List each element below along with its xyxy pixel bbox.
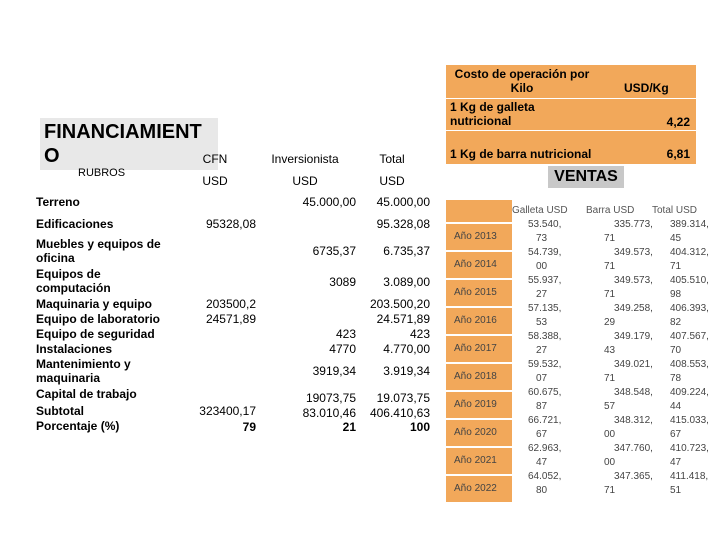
ventas-year-cell: Año 2019: [446, 392, 512, 418]
financing-cell-inv: 83.010,46: [302, 406, 356, 420]
ventas-cell-galleta: 53: [536, 317, 548, 328]
ventas-cell-barra: 348.312,: [614, 415, 653, 426]
financing-cell-inv: 19073,75: [305, 391, 356, 405]
ventas-cell-barra: 71: [604, 373, 616, 384]
ventas-cell-total: 406.393,: [670, 303, 709, 314]
ventas-title: VENTAS: [548, 166, 624, 188]
ventas-cell-barra: 349.573,: [614, 275, 653, 286]
financing-cell-inv: 3089: [329, 275, 356, 289]
col-inversionista-header: Inversionista: [271, 152, 339, 166]
ventas-cell-total: 78: [670, 373, 682, 384]
ventas-cell-total: 71: [670, 261, 682, 272]
ventas-cell-total: 44: [670, 401, 682, 412]
ventas-cell-galleta: 57.135,: [528, 303, 562, 314]
ventas-cell-barra: 347.760,: [614, 443, 653, 454]
ventas-cell-barra: 335.773,: [614, 219, 653, 230]
financing-cell-total: 4.770,00: [383, 342, 430, 356]
financing-cell-total: 45.000,00: [376, 195, 430, 209]
ventas-cell-galleta: 66.721,: [528, 415, 562, 426]
financing-row-label: Capital de trabajo: [36, 387, 137, 401]
financing-cell-inv: 4770: [329, 342, 356, 356]
ventas-cell-barra: 349.021,: [614, 359, 653, 370]
financing-row-label: Muebles y equipos de oficina: [36, 237, 161, 265]
ventas-cell-galleta: 67: [536, 429, 548, 440]
financing-row-label: Porcentaje (%): [36, 419, 120, 433]
ventas-cell-galleta: 60.675,: [528, 387, 562, 398]
cost-row-label: 1 Kg de barra nutricional: [450, 147, 592, 161]
ventas-cell-total: 408.553,: [670, 359, 709, 370]
financing-cell-cfn: 95328,08: [205, 217, 256, 231]
financing-row-label: Subtotal: [36, 404, 84, 418]
ventas-cell-total: 98: [670, 289, 682, 300]
cost-header-row: [446, 65, 696, 98]
col-cfn-header: CFN: [202, 152, 228, 166]
ventas-cell-total: 409.224,: [670, 387, 709, 398]
ventas-cell-barra: 349.573,: [614, 247, 653, 258]
cost-row-value: 4,22: [666, 115, 690, 129]
financing-cell-total: 24.571,89: [376, 312, 430, 326]
financing-cell-total: 203.500,20: [369, 297, 430, 311]
ventas-cell-barra: 71: [604, 289, 616, 300]
ventas-cell-galleta: 73: [536, 233, 548, 244]
ventas-year-cell: Año 2017: [446, 336, 512, 362]
cost-header-unit: USD/Kg: [624, 81, 669, 95]
financing-cell-cfn: 203500,2: [205, 297, 256, 311]
ventas-cell-barra: 71: [604, 261, 616, 272]
ventas-cell-barra: 57: [604, 401, 616, 412]
ventas-cell-galleta: 80: [536, 485, 548, 496]
cost-row-value: 6,81: [666, 147, 690, 161]
ventas-cell-barra: 349.179,: [614, 331, 653, 342]
ventas-year-cell: Año 2013: [446, 224, 512, 250]
ventas-cell-galleta: 58.388,: [528, 331, 562, 342]
ventas-cell-galleta: 27: [536, 289, 548, 300]
ventas-cell-barra: 71: [604, 233, 616, 244]
financing-cell-total: 423: [409, 327, 430, 341]
ventas-year-cell: Año 2015: [446, 280, 512, 306]
financing-cell-inv: 6735,37: [312, 244, 356, 258]
ventas-cell-galleta: 27: [536, 345, 548, 356]
financing-row-label: Edificaciones: [36, 217, 114, 231]
ventas-cell-barra: 347.365,: [614, 471, 653, 482]
ventas-cell-total: 415.033,: [670, 415, 709, 426]
col-cfn-unit: USD: [202, 174, 228, 188]
ventas-col-barra: Barra USD: [586, 205, 635, 216]
cost-header-label: Costo de operación por Kilo: [454, 67, 590, 95]
ventas-cell-total: 70: [670, 345, 682, 356]
financing-row-label: Equipo de laboratorio: [36, 312, 161, 326]
ventas-cell-barra: 348.548,: [614, 387, 653, 398]
financing-cell-cfn: 24571,89: [205, 312, 256, 326]
financing-cell-total: 100: [409, 420, 430, 434]
ventas-year-cell: Año 2020: [446, 420, 512, 446]
financing-cell-cfn: 323400,17: [199, 404, 256, 418]
ventas-cell-barra: 349.258,: [614, 303, 653, 314]
ventas-cell-total: 389.314,: [670, 219, 709, 230]
ventas-cell-total: 67: [670, 429, 682, 440]
financing-row-label: Equipo de seguridad: [36, 327, 155, 341]
ventas-year-cell: Año 2021: [446, 448, 512, 474]
ventas-cell-galleta: 62.963,: [528, 443, 562, 454]
financing-title: FINANCIAMIENTO: [40, 118, 218, 170]
rubros-label: RUBROS: [78, 167, 126, 179]
ventas-cell-galleta: 53.540,: [528, 219, 562, 230]
financing-cell-total: 406.410,63: [369, 406, 430, 420]
cost-row-label: 1 Kg de galleta nutricional: [450, 100, 535, 128]
ventas-cell-barra: 71: [604, 485, 616, 496]
ventas-cell-total: 407.567,: [670, 331, 709, 342]
col-total-unit: USD: [379, 174, 405, 188]
ventas-cell-galleta: 54.739,: [528, 247, 562, 258]
financing-cell-total: 3.919,34: [383, 364, 430, 378]
financing-cell-inv: 423: [335, 327, 356, 341]
financing-cell-cfn: 79: [242, 420, 256, 434]
ventas-year-cell: Año 2014: [446, 252, 512, 278]
financing-cell-total: 3.089,00: [383, 275, 430, 289]
ventas-cell-barra: 43: [604, 345, 616, 356]
ventas-cell-total: 404.312,: [670, 247, 709, 258]
ventas-cell-total: 45: [670, 233, 682, 244]
ventas-year-cell: Año 2018: [446, 364, 512, 390]
ventas-col-galleta: Galleta USD: [512, 205, 568, 216]
ventas-cell-galleta: 00: [536, 261, 548, 272]
ventas-year-cell: Año 2022: [446, 476, 512, 502]
ventas-cell-galleta: 59.532,: [528, 359, 562, 370]
col-inversionista-unit: USD: [292, 174, 318, 188]
financing-row-label: Equipos de computación: [36, 267, 111, 295]
ventas-cell-barra: 00: [604, 457, 616, 468]
ventas-col-total: Total USD: [652, 205, 698, 216]
ventas-cell-total: 405.510,: [670, 275, 709, 286]
ventas-year-cell: Año 2016: [446, 308, 512, 334]
ventas-cell-galleta: 64.052,: [528, 471, 562, 482]
ventas-cell-galleta: 47: [536, 457, 548, 468]
cost-row-barra: [446, 131, 696, 164]
ventas-cell-total: 82: [670, 317, 682, 328]
ventas-cell-total: 411.418,: [670, 471, 709, 482]
cost-row-galleta: [446, 99, 696, 130]
ventas-cell-barra: 00: [604, 429, 616, 440]
financing-row-label: Mantenimiento y maquinaria: [36, 357, 131, 385]
financing-cell-total: 19.073,75: [376, 391, 430, 405]
financing-row-label: Terreno: [36, 195, 80, 209]
financing-cell-inv: 21: [342, 420, 356, 434]
ventas-cell-galleta: 55.937,: [528, 275, 562, 286]
ventas-cell-total: 410.723,: [670, 443, 709, 454]
ventas-header-cell: [446, 200, 512, 222]
ventas-cell-total: 51: [670, 485, 682, 496]
ventas-cell-total: 47: [670, 457, 682, 468]
ventas-cell-galleta: 07: [536, 373, 548, 384]
col-total-header: Total: [379, 152, 405, 166]
ventas-cell-galleta: 87: [536, 401, 548, 412]
financing-cell-inv: 45.000,00: [302, 195, 356, 209]
financing-cell-inv: 3919,34: [312, 364, 356, 378]
financing-row-label: Maquinaria y equipo: [36, 297, 153, 311]
financing-row-label: Instalaciones: [36, 342, 113, 356]
financing-cell-total: 6.735,37: [383, 244, 430, 258]
ventas-cell-barra: 29: [604, 317, 616, 328]
financing-cell-total: 95.328,08: [376, 217, 430, 231]
